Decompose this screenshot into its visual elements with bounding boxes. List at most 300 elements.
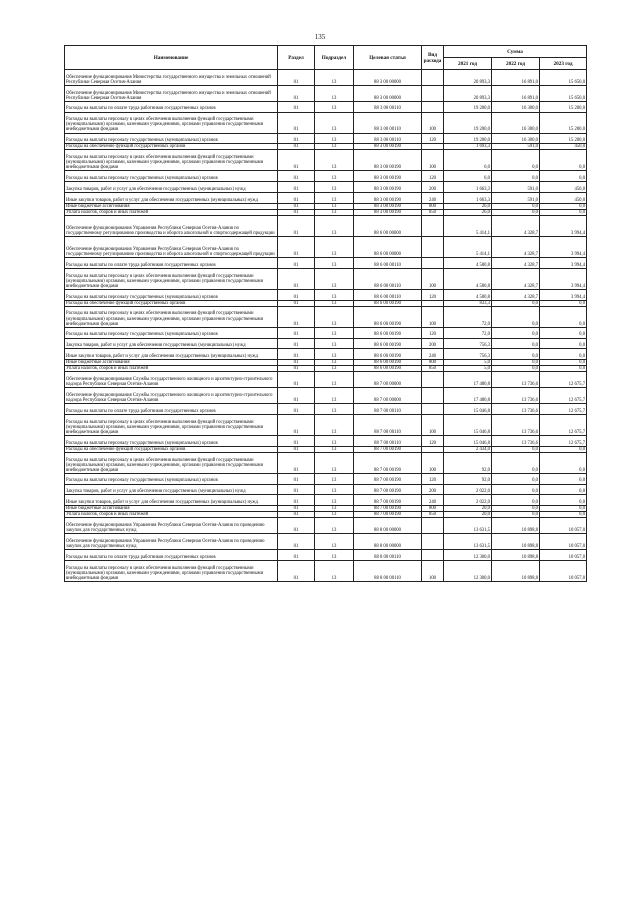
row-vid <box>422 550 444 561</box>
row-podrazdel: 13 <box>315 150 354 171</box>
row-amount-2021: 15 046,8 <box>444 404 492 415</box>
row-amount-2021: 15 046,8 <box>444 435 492 446</box>
row-vid: 120 <box>422 473 444 484</box>
row-amount-2021: 72,0 <box>444 327 492 338</box>
row-razdel: 01 <box>278 203 315 209</box>
row-amount-2023: 12 675,7 <box>540 388 587 404</box>
row-vid: 120 <box>422 327 444 338</box>
row-amount-2022: 13 736,6 <box>492 388 540 404</box>
row-vid: 850 <box>422 366 444 372</box>
row-podrazdel: 13 <box>315 550 354 561</box>
row-target: 88 7 00 00000 <box>354 372 422 388</box>
row-podrazdel: 13 <box>315 446 354 452</box>
row-podrazdel: 13 <box>315 300 354 306</box>
row-amount-2023: 3 994,4 <box>540 237 587 258</box>
row-target: 88 3 00 00190 <box>354 203 422 209</box>
row-target: 88 3 00 00000 <box>354 85 422 101</box>
row-razdel: 01 <box>278 372 315 388</box>
row-amount-2022: 0,0 <box>492 171 540 182</box>
row-podrazdel: 13 <box>315 452 354 473</box>
row-razdel: 01 <box>278 133 315 144</box>
row-razdel: 01 <box>278 366 315 372</box>
row-vid: 240 <box>422 349 444 360</box>
row-amount-2021: 20 893,3 <box>444 70 492 86</box>
row-name: Уплата налогов, сборов и иных платежей <box>65 209 278 215</box>
row-target: 88 3 00 00000 <box>354 70 422 86</box>
row-name: Расходы на выплаты персоналу государственных (муниципальных) органов <box>65 171 278 182</box>
row-amount-2022: 0,0 <box>492 203 540 209</box>
row-amount-2022: 4 328,7 <box>492 216 540 237</box>
row-podrazdel: 13 <box>315 560 354 581</box>
row-amount-2022: 0,0 <box>492 306 540 327</box>
row-amount-2022: 10 898,8 <box>492 518 540 534</box>
row-vid: 200 <box>422 338 444 349</box>
row-amount-2021: 19 200,0 <box>444 112 492 133</box>
row-podrazdel: 13 <box>315 306 354 327</box>
row-razdel: 01 <box>278 452 315 473</box>
table-row <box>65 338 587 349</box>
row-amount-2022: 0,0 <box>492 506 540 512</box>
row-amount-2021: 2 434,0 <box>444 446 492 452</box>
row-podrazdel: 13 <box>315 182 354 193</box>
row-amount-2023: 0,0 <box>540 484 587 495</box>
row-podrazdel: 13 <box>315 237 354 258</box>
table-row <box>65 388 587 404</box>
row-amount-2023: 12 675,7 <box>540 435 587 446</box>
row-vid: 100 <box>422 268 444 289</box>
row-target: 88 8 00 00000 <box>354 534 422 550</box>
row-amount-2021: 26,0 <box>444 203 492 209</box>
row-razdel: 01 <box>278 85 315 101</box>
row-podrazdel: 13 <box>315 366 354 372</box>
row-amount-2023: 3 994,4 <box>540 216 587 237</box>
row-podrazdel: 13 <box>315 85 354 101</box>
row-name: Расходы на выплаты персоналу государственных (муниципальных) органов <box>65 133 278 144</box>
row-name: Расходы на выплаты персоналу государственных (муниципальных) органов <box>65 473 278 484</box>
row-amount-2023: 0,0 <box>540 473 587 484</box>
row-amount-2022: 0,0 <box>492 473 540 484</box>
row-podrazdel: 13 <box>315 144 354 150</box>
row-amount-2022: 0,0 <box>492 495 540 506</box>
row-name: Расходы на выплаты по оплате труда работников государственных органов <box>65 258 278 269</box>
row-amount-2021: 92,0 <box>444 473 492 484</box>
row-amount-2022: 0,0 <box>492 209 540 215</box>
table-row <box>65 452 587 473</box>
row-target: 88 7 00 00110 <box>354 435 422 446</box>
row-amount-2023: 450,0 <box>540 144 587 150</box>
row-podrazdel: 13 <box>315 193 354 204</box>
row-amount-2023: 10 057,0 <box>540 560 587 581</box>
row-name: Расходы на выплаты персоналу в целях обеспечения выполнения функций государственными (муниципальными) органами, казенными учреждениями, органами управления государственными внебюджетными фондами <box>65 150 278 171</box>
row-amount-2023: 0,0 <box>540 366 587 372</box>
row-podrazdel: 13 <box>315 101 354 112</box>
row-name: Расходы на выплаты персоналу в целях обеспечения выполнения функций государственными (муниципальными) органами, казенными учреждениями, органами управления государственными внебюджетными фондами <box>65 112 278 133</box>
row-vid <box>422 404 444 415</box>
row-amount-2023: 3 994,4 <box>540 268 587 289</box>
row-target: 88 6 00 00110 <box>354 258 422 269</box>
row-amount-2021: 20,0 <box>444 506 492 512</box>
row-podrazdel: 13 <box>315 289 354 300</box>
row-amount-2023: 0,0 <box>540 209 587 215</box>
row-target: 88 7 00 00190 <box>354 446 422 452</box>
row-name: Обеспечение функционирования Министерства государственного имущества и земельных отношений Республики Северная Осетия-Алания <box>65 70 278 86</box>
row-name: Расходы на выплаты персоналу государственных (муниципальных) органов <box>65 435 278 446</box>
row-vid <box>422 101 444 112</box>
row-amount-2022: 0,0 <box>492 512 540 518</box>
row-target: 88 3 00 00110 <box>354 101 422 112</box>
row-podrazdel: 13 <box>315 349 354 360</box>
row-amount-2023: 0,0 <box>540 506 587 512</box>
row-amount-2022: 0,0 <box>492 446 540 452</box>
row-name: Уплата налогов, сборов и иных платежей <box>65 512 278 518</box>
table-row <box>65 484 587 495</box>
row-amount-2022: 0,0 <box>492 349 540 360</box>
table-row <box>65 372 587 388</box>
row-amount-2023: 15 650,0 <box>540 70 587 86</box>
row-amount-2023: 12 675,7 <box>540 372 587 388</box>
row-amount-2023: 15 200,0 <box>540 101 587 112</box>
row-target: 88 7 00 00190 <box>354 495 422 506</box>
row-podrazdel: 13 <box>315 133 354 144</box>
row-amount-2021: 5,0 <box>444 366 492 372</box>
row-razdel: 01 <box>278 327 315 338</box>
row-target: 88 6 00 00190 <box>354 360 422 366</box>
row-target: 88 3 00 00190 <box>354 171 422 182</box>
row-amount-2022: 0,0 <box>492 452 540 473</box>
row-amount-2022: 4 328,7 <box>492 237 540 258</box>
row-amount-2021: 1 693,3 <box>444 144 492 150</box>
row-name: Обеспечение функционирования Управления Республики Северная Осетия-Алания по проведению закупок для государственных нужд <box>65 518 278 534</box>
table-row <box>65 414 587 435</box>
row-vid <box>422 237 444 258</box>
row-name: Расходы на обеспечение функций государственных органов <box>65 446 278 452</box>
row-target: 88 3 00 00190 <box>354 209 422 215</box>
row-amount-2023: 3 994,4 <box>540 258 587 269</box>
row-vid: 120 <box>422 171 444 182</box>
row-vid <box>422 258 444 269</box>
row-razdel: 01 <box>278 534 315 550</box>
row-target: 88 6 00 00000 <box>354 216 422 237</box>
row-name: Обеспечение функционирования Службы государственного жилищного и архитектурно-строительного надзора Республики Северная Осетия-Алания <box>65 372 278 388</box>
header-razdel: Раздел <box>278 46 315 70</box>
row-razdel: 01 <box>278 550 315 561</box>
row-vid: 800 <box>422 203 444 209</box>
row-razdel: 01 <box>278 193 315 204</box>
row-vid: 200 <box>422 484 444 495</box>
row-podrazdel: 13 <box>315 388 354 404</box>
row-razdel: 01 <box>278 518 315 534</box>
row-razdel: 01 <box>278 512 315 518</box>
row-name: Иные закупки товаров, работ и услуг для обеспечения государственных (муниципальных) нужд <box>65 193 278 204</box>
header-2023: 2023 год <box>540 58 587 70</box>
row-target: 88 6 00 00000 <box>354 237 422 258</box>
row-razdel: 01 <box>278 144 315 150</box>
row-amount-2023: 0,0 <box>540 495 587 506</box>
row-vid: 800 <box>422 506 444 512</box>
row-amount-2023: 0,0 <box>540 171 587 182</box>
row-target: 88 8 00 00000 <box>354 518 422 534</box>
table-row <box>65 101 587 112</box>
row-name: Обеспечение функционирования Министерства государственного имущества и земельных отношений Республики Северная Осетия-Алания <box>65 85 278 101</box>
row-amount-2022: 10 898,8 <box>492 560 540 581</box>
row-target: 88 6 00 00190 <box>354 338 422 349</box>
row-target: 88 7 00 00190 <box>354 452 422 473</box>
row-amount-2021: 20 893,3 <box>444 85 492 101</box>
row-amount-2023: 15 200,0 <box>540 112 587 133</box>
row-podrazdel: 13 <box>315 70 354 86</box>
table-row <box>65 171 587 182</box>
row-podrazdel: 13 <box>315 506 354 512</box>
row-name: Иные закупки товаров, работ и услуг для обеспечения государственных (муниципальных) нужд <box>65 495 278 506</box>
row-razdel: 01 <box>278 495 315 506</box>
row-amount-2021: 72,0 <box>444 306 492 327</box>
row-amount-2021: 5,0 <box>444 360 492 366</box>
row-vid: 100 <box>422 560 444 581</box>
row-amount-2021: 4 580,8 <box>444 289 492 300</box>
row-podrazdel: 13 <box>315 171 354 182</box>
budget-table <box>64 45 587 582</box>
row-amount-2022: 10 898,8 <box>492 534 540 550</box>
table-row <box>65 518 587 534</box>
row-amount-2021: 17 480,8 <box>444 372 492 388</box>
row-name: Иные бюджетные ассигнования <box>65 360 278 366</box>
row-razdel: 01 <box>278 388 315 404</box>
row-razdel: 01 <box>278 171 315 182</box>
row-target: 88 7 00 00190 <box>354 506 422 512</box>
row-podrazdel: 13 <box>315 258 354 269</box>
row-amount-2022: 0,0 <box>492 300 540 306</box>
row-podrazdel: 13 <box>315 327 354 338</box>
row-amount-2021: 5 414,1 <box>444 237 492 258</box>
row-amount-2021: 1 663,3 <box>444 193 492 204</box>
row-name: Расходы на выплаты по оплате труда работников государственных органов <box>65 404 278 415</box>
row-name: Обеспечение функционирования Управления Республики Северная Осетия-Алания по государственному регулированию производства и оборота алкогольной и спиртосодержащей продукции <box>65 216 278 237</box>
row-razdel: 01 <box>278 338 315 349</box>
header-2022: 2022 год <box>492 58 540 70</box>
row-target: 88 7 00 00190 <box>354 512 422 518</box>
table-row <box>65 560 587 581</box>
row-vid: 100 <box>422 112 444 133</box>
table-row <box>65 268 587 289</box>
row-name: Расходы на выплаты персоналу в целях обеспечения выполнения функций государственными (муниципальными) органами, казенными учреждениями, органами управления государственными внебюджетными фондами <box>65 414 278 435</box>
header-2021: 2021 год <box>444 58 492 70</box>
row-name: Расходы на выплаты персоналу в целях обеспечения выполнения функций государственными (муниципальными) органами, казенными учреждениями, органами управления государственными внебюджетными фондами <box>65 560 278 581</box>
row-vid: 200 <box>422 182 444 193</box>
row-vid <box>422 518 444 534</box>
row-razdel: 01 <box>278 112 315 133</box>
row-amount-2023: 0,0 <box>540 327 587 338</box>
row-podrazdel: 13 <box>315 338 354 349</box>
row-name: Закупка товаров, работ и услуг для обеспечения государственных (муниципальных) нужд <box>65 182 278 193</box>
row-razdel: 01 <box>278 506 315 512</box>
row-podrazdel: 13 <box>315 512 354 518</box>
row-amount-2023: 0,0 <box>540 306 587 327</box>
header-name: Наименование <box>65 46 278 70</box>
row-amount-2023: 450,0 <box>540 182 587 193</box>
row-amount-2023: 0,0 <box>540 349 587 360</box>
row-name: Обеспечение функционирования Службы государственного жилищного и архитектурно-строительного надзора Республики Северная Осетия-Алания <box>65 388 278 404</box>
table-row <box>65 404 587 415</box>
row-razdel: 01 <box>278 268 315 289</box>
row-vid: 120 <box>422 133 444 144</box>
row-target: 88 8 00 00110 <box>354 560 422 581</box>
row-target: 88 7 00 00190 <box>354 473 422 484</box>
row-amount-2021: 13 631,5 <box>444 518 492 534</box>
row-name: Уплата налогов, сборов и иных платежей <box>65 366 278 372</box>
row-razdel: 01 <box>278 414 315 435</box>
row-amount-2021: 756,3 <box>444 349 492 360</box>
row-target: 88 7 00 00110 <box>354 414 422 435</box>
row-podrazdel: 13 <box>315 518 354 534</box>
row-name: Иные бюджетные ассигнования <box>65 506 278 512</box>
row-name: Расходы на выплаты по оплате труда работников государственных органов <box>65 550 278 561</box>
row-amount-2021: 17 480,8 <box>444 388 492 404</box>
row-name: Обеспечение функционирования Управления Республики Северная Осетия-Алания по проведению закупок для государственных нужд <box>65 534 278 550</box>
row-razdel: 01 <box>278 473 315 484</box>
row-amount-2022: 16 891,0 <box>492 70 540 86</box>
row-amount-2022: 0,0 <box>492 484 540 495</box>
row-vid <box>422 85 444 101</box>
row-target: 88 3 00 00190 <box>354 182 422 193</box>
table-row <box>65 495 587 506</box>
row-podrazdel: 13 <box>315 203 354 209</box>
row-amount-2021: 756,3 <box>444 338 492 349</box>
row-amount-2022: 0,0 <box>492 360 540 366</box>
row-target: 88 3 00 00190 <box>354 144 422 150</box>
table-row <box>65 133 587 144</box>
row-amount-2021: 2 022,0 <box>444 495 492 506</box>
row-name: Расходы на выплаты персоналу государственных (муниципальных) органов <box>65 327 278 338</box>
row-amount-2022: 16 300,0 <box>492 101 540 112</box>
table-row <box>65 70 587 86</box>
row-amount-2022: 4 328,7 <box>492 289 540 300</box>
row-amount-2021: 20,0 <box>444 512 492 518</box>
row-vid <box>422 372 444 388</box>
row-amount-2023: 15 200,0 <box>540 133 587 144</box>
row-podrazdel: 13 <box>315 112 354 133</box>
table-row <box>65 182 587 193</box>
table-row <box>65 150 587 171</box>
row-amount-2022: 4 328,7 <box>492 268 540 289</box>
row-vid: 240 <box>422 495 444 506</box>
row-target: 88 6 00 00190 <box>354 349 422 360</box>
table-row <box>65 85 587 101</box>
row-amount-2021: 19 200,0 <box>444 101 492 112</box>
row-razdel: 01 <box>278 484 315 495</box>
row-podrazdel: 13 <box>315 268 354 289</box>
row-target: 88 6 00 00190 <box>354 306 422 327</box>
row-vid: 100 <box>422 414 444 435</box>
row-razdel: 01 <box>278 150 315 171</box>
row-amount-2023: 0,0 <box>540 512 587 518</box>
row-amount-2022: 13 736,6 <box>492 372 540 388</box>
row-target: 88 8 00 00110 <box>354 550 422 561</box>
row-target: 88 3 00 00110 <box>354 133 422 144</box>
row-name: Расходы на выплаты персоналу в целях обеспечения выполнения функций государственными (муниципальными) органами, казенными учреждениями, органами управления государственными внебюджетными фондами <box>65 268 278 289</box>
row-podrazdel: 13 <box>315 473 354 484</box>
row-target: 88 3 00 00190 <box>354 193 422 204</box>
row-vid: 120 <box>422 435 444 446</box>
row-target: 88 3 00 00110 <box>354 112 422 133</box>
row-vid: 850 <box>422 512 444 518</box>
table-row <box>65 550 587 561</box>
row-amount-2022: 16 300,0 <box>492 133 540 144</box>
row-razdel: 01 <box>278 404 315 415</box>
row-vid <box>422 70 444 86</box>
row-amount-2022: 0,0 <box>492 338 540 349</box>
row-amount-2021: 12 300,0 <box>444 560 492 581</box>
row-podrazdel: 13 <box>315 372 354 388</box>
row-razdel: 01 <box>278 182 315 193</box>
row-podrazdel: 13 <box>315 360 354 366</box>
row-name: Обеспечение функционирования Управления Республики Северная Осетия-Алания по государственному регулированию производства и оборота алкогольной и спиртосодержащей продукции <box>65 237 278 258</box>
row-vid: 100 <box>422 306 444 327</box>
row-target: 88 7 00 00110 <box>354 404 422 415</box>
row-razdel: 01 <box>278 360 315 366</box>
row-razdel: 01 <box>278 289 315 300</box>
row-razdel: 01 <box>278 435 315 446</box>
row-amount-2022: 0,0 <box>492 366 540 372</box>
row-amount-2021: 833,3 <box>444 300 492 306</box>
row-amount-2023: 0,0 <box>540 203 587 209</box>
row-amount-2021: 4 580,8 <box>444 268 492 289</box>
row-target: 88 6 00 00190 <box>354 366 422 372</box>
row-target: 88 3 00 00190 <box>354 150 422 171</box>
table-row <box>65 349 587 360</box>
row-amount-2022: 591,0 <box>492 144 540 150</box>
row-razdel: 01 <box>278 349 315 360</box>
row-amount-2023: 0,0 <box>540 446 587 452</box>
row-amount-2022: 16 300,0 <box>492 112 540 133</box>
row-razdel: 01 <box>278 209 315 215</box>
row-amount-2021: 5 414,1 <box>444 216 492 237</box>
header-sum: Сумма <box>444 46 587 58</box>
row-amount-2023: 15 650,0 <box>540 85 587 101</box>
row-amount-2021: 26,0 <box>444 209 492 215</box>
row-amount-2022: 13 736,6 <box>492 414 540 435</box>
row-name: Расходы на выплаты по оплате труда работников государственных органов <box>65 101 278 112</box>
row-amount-2021: 12 300,0 <box>444 550 492 561</box>
row-amount-2021: 92,0 <box>444 452 492 473</box>
row-amount-2021: 4 580,8 <box>444 258 492 269</box>
row-target: 88 6 00 00110 <box>354 268 422 289</box>
row-vid: 100 <box>422 150 444 171</box>
table-row <box>65 289 587 300</box>
table-row <box>65 435 587 446</box>
header-vid: Вид расхода <box>422 46 444 70</box>
table-row <box>65 193 587 204</box>
row-amount-2022: 0,0 <box>492 150 540 171</box>
row-podrazdel: 13 <box>315 404 354 415</box>
row-amount-2022: 10 898,8 <box>492 550 540 561</box>
row-name: Расходы на выплаты персоналу государственных (муниципальных) органов <box>65 289 278 300</box>
row-vid: 120 <box>422 289 444 300</box>
row-razdel: 01 <box>278 70 315 86</box>
row-amount-2022: 591,0 <box>492 182 540 193</box>
row-amount-2022: 13 736,6 <box>492 435 540 446</box>
row-amount-2022: 4 328,7 <box>492 258 540 269</box>
row-name: Расходы на обеспечение функций государственных органов <box>65 300 278 306</box>
row-razdel: 01 <box>278 306 315 327</box>
row-vid <box>422 388 444 404</box>
table-row <box>65 216 587 237</box>
row-amount-2023: 450,0 <box>540 193 587 204</box>
row-amount-2023: 12 675,7 <box>540 404 587 415</box>
row-podrazdel: 13 <box>315 216 354 237</box>
row-vid: 850 <box>422 209 444 215</box>
row-razdel: 01 <box>278 258 315 269</box>
row-amount-2022: 13 736,6 <box>492 404 540 415</box>
